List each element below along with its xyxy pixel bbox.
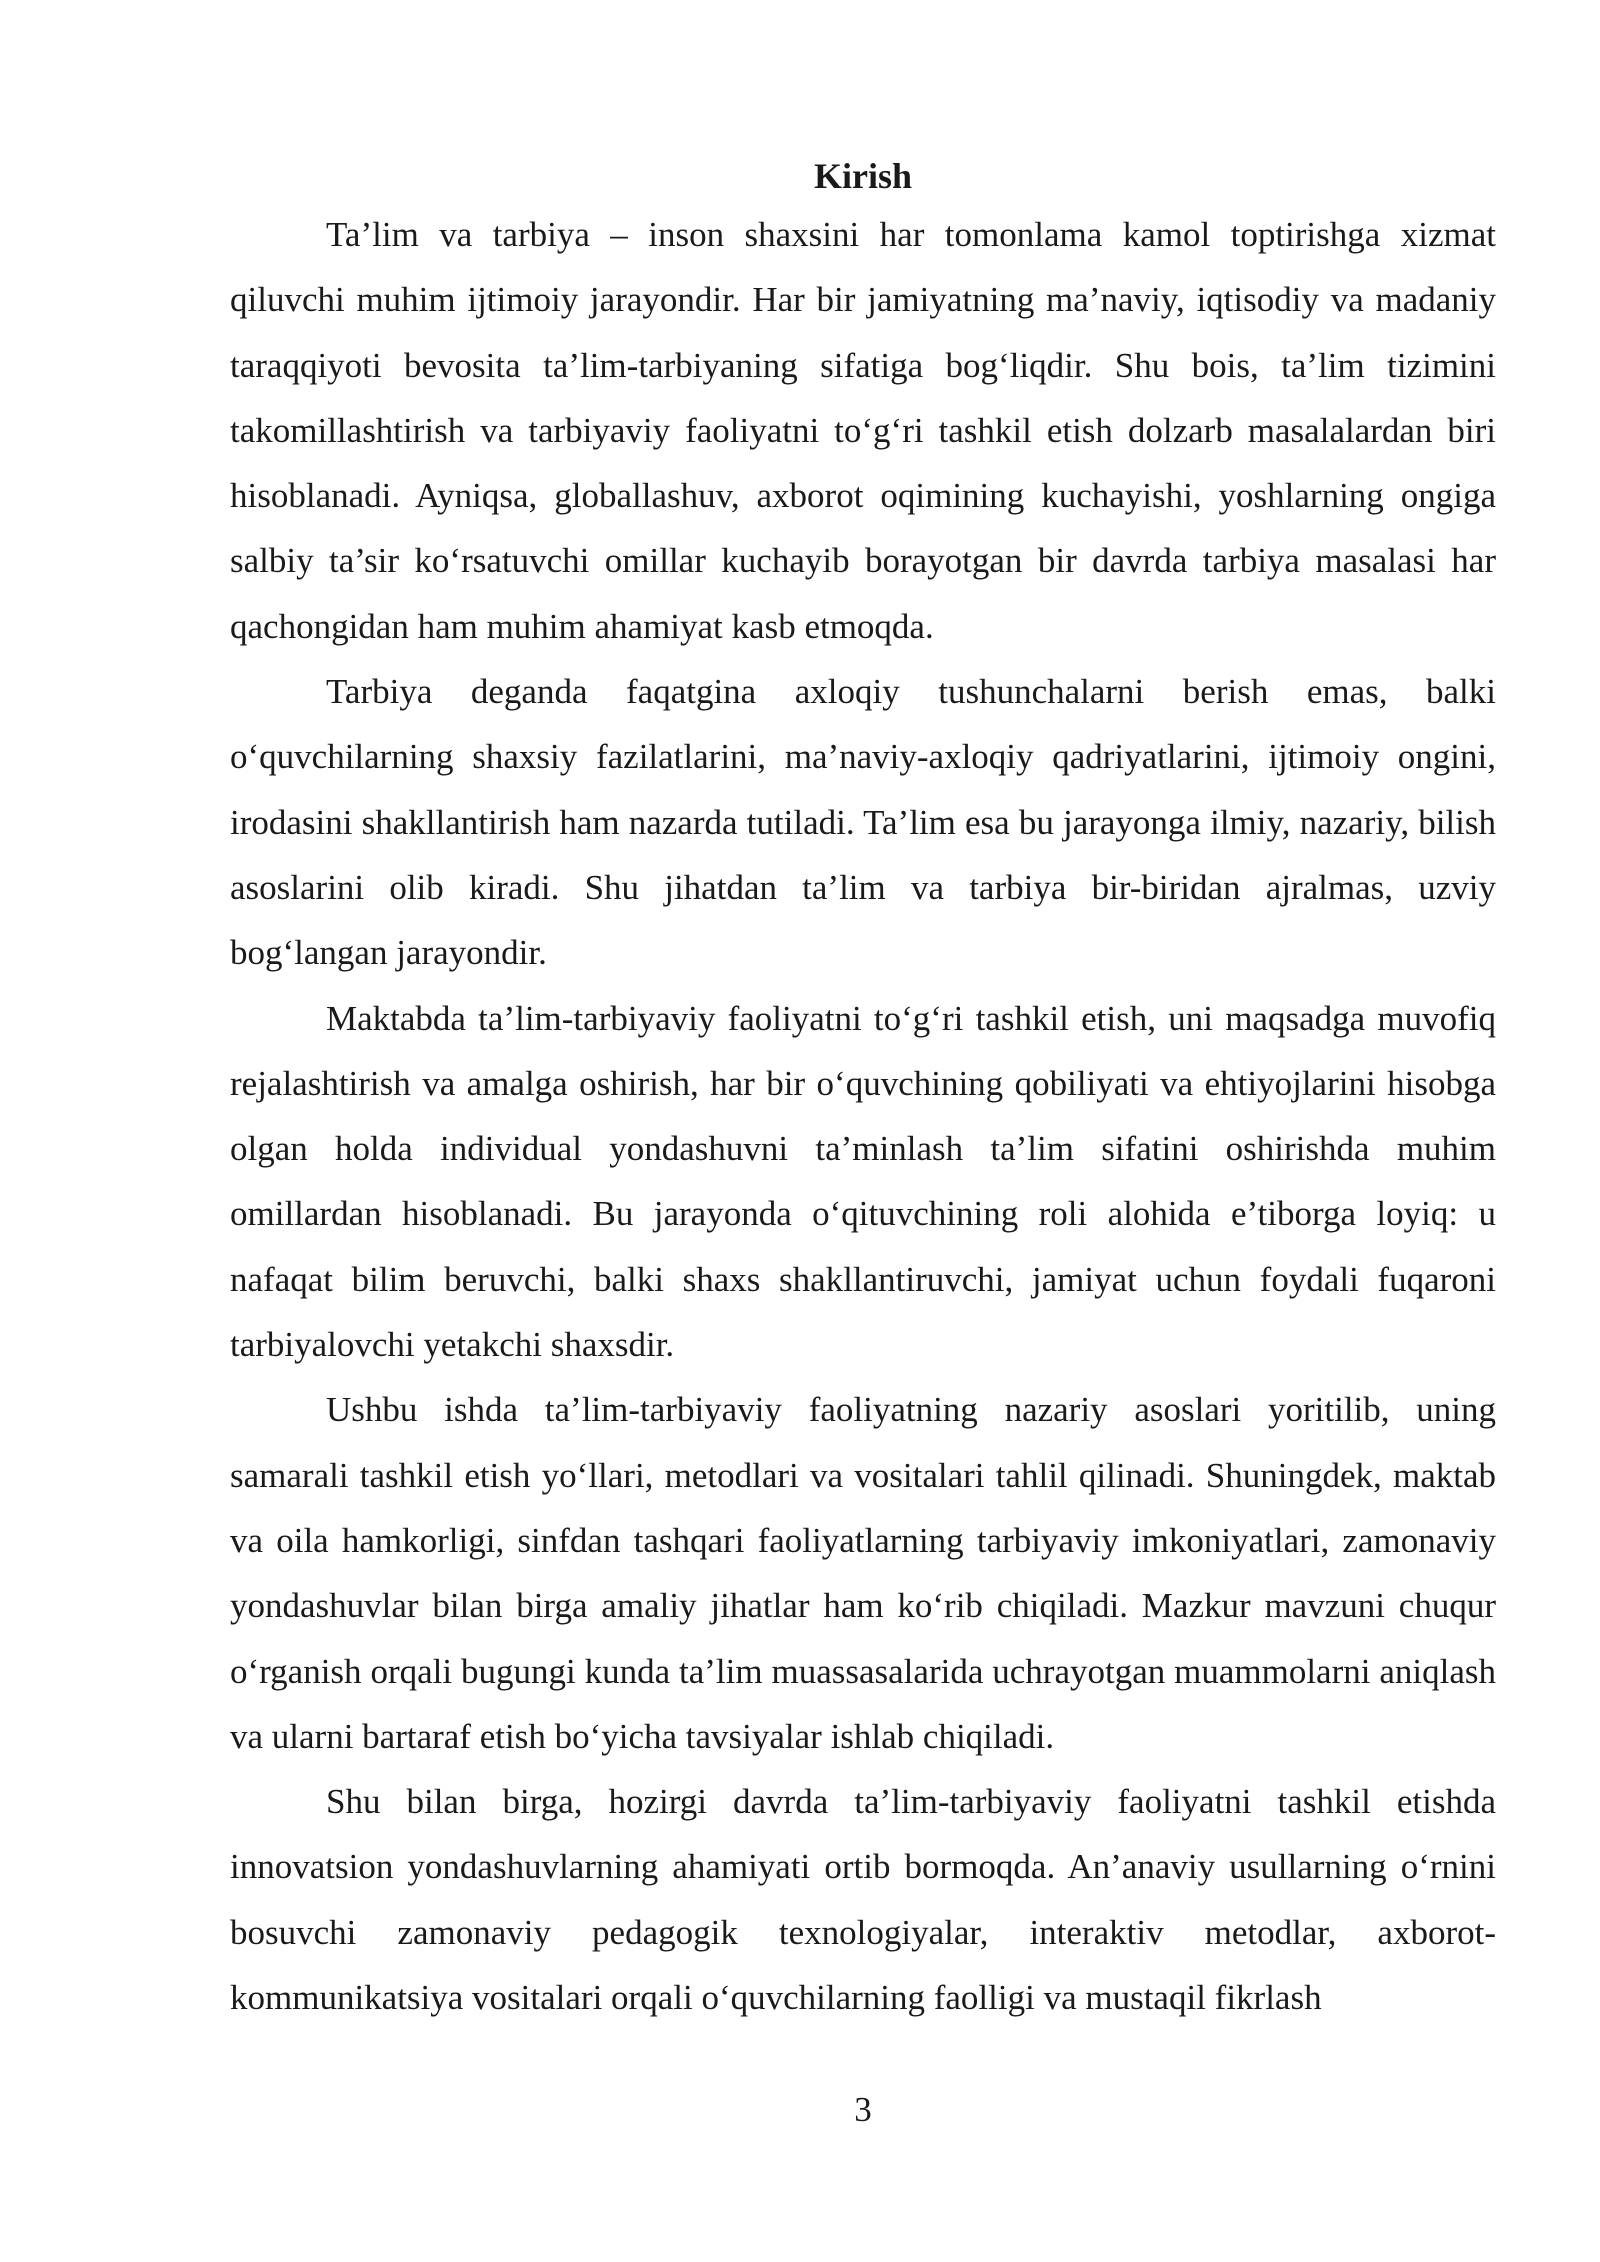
section-title: Kirish (813, 156, 912, 196)
paragraph-2: Tarbiya deganda faqatgina axloqiy tushunchalarni berish emas, balki o‘quvchilarning shaxsiy fazilatlarini, ma’naviy-axloqiy qadriyatlarini, ijtimoiy ongini, irodasini shakllantirish ham nazarda tutiladi. Ta’lim esa bu jarayonga ilmiy, nazariy, bilish asoslarini olib kiradi. Shu jihatdan ta’lim va tarbiya bir-biridan ajralmas, uzviy bog‘langan jarayondir. (230, 672, 1496, 973)
document-page (230, 150, 1496, 2030)
paragraph-1: Ta’lim va tarbiya – inson shaxsini har tomonlama kamol toptirishga xizmat qiluvchi muhim ijtimoiy jarayondir. Har bir jamiyatning ma’naviy, iqtisodiy va madaniy taraqqiyoti bevosita ta’lim-tarbiyaning sifatiga bog‘liqdir. Shu bois, ta’lim tizimini takomillashtirish va tarbiyaviy faoliyatni to‘g‘ri tashkil etish dolzarb masalalardan biri hisoblanadi. Ayniqsa, globallashuv, axborot oqimining kuchayishi, yoshlarning ongiga salbiy ta’sir ko‘rsatuvchi omillar kuchayib borayotgan bir davrda tarbiya masalasi har qachongidan ham muhim ahamiyat kasb etmoqda. (230, 215, 1496, 646)
page-number: 3 (854, 2090, 872, 2129)
paragraph-4: Ushbu ishda ta’lim-tarbiyaviy faoliyatning nazariy asoslari yoritilib, uning samarali tashkil etish yo‘llari, metodlari va vositalari tahlil qilinadi. Shuningdek, maktab va oila hamkorligi, sinfdan tashqari faoliyatlarning tarbiyaviy imkoniyatlari, zamonaviy yondashuvlar bilan birga amaliy jihatlar ham ko‘rib chiqiladi. Mazkur mavzuni chuqur o‘rganish orqali bugungi kunda ta’lim muassasalarida uchrayotgan muammolarni aniqlash va ularni bartaraf etish bo‘yicha tavsiyalar ishlab chiqiladi. (230, 1390, 1496, 1756)
paragraph-3: Maktabda ta’lim-tarbiyaviy faoliyatni to‘g‘ri tashkil etish, uni maqsadga muvofiq rejalashtirish va amalga oshirish, har bir o‘quvchining qobiliyati va ehtiyojlarini hisobga olgan holda individual yondashuvni ta’minlash ta’lim sifatini oshirishda muhim omillardan hisoblanadi. Bu jarayonda o‘qituvchining roli alohida e’tiborga loyiq: u nafaqat bilim beruvchi, balki shaxs shakllantiruvchi, jamiyat uchun foydali fuqaroni tarbiyalovchi yetakchi shaxsdir. (230, 998, 1496, 1365)
paragraph-5: Shu bilan birga, hozirgi davrda ta’lim-tarbiyaviy faoliyatni tashkil etishda innovatsion yondashuvlarning ahamiyati ortib bormoqda. An’anaviy usullarning o‘rnini bosuvchi zamonaviy pedagogik texnologiyalar, interaktiv metodlar, axborot-kommunikatsiya vositalari orqali o‘quvchilarning faolligi va mustaqil fikrlash (230, 1782, 1496, 2018)
